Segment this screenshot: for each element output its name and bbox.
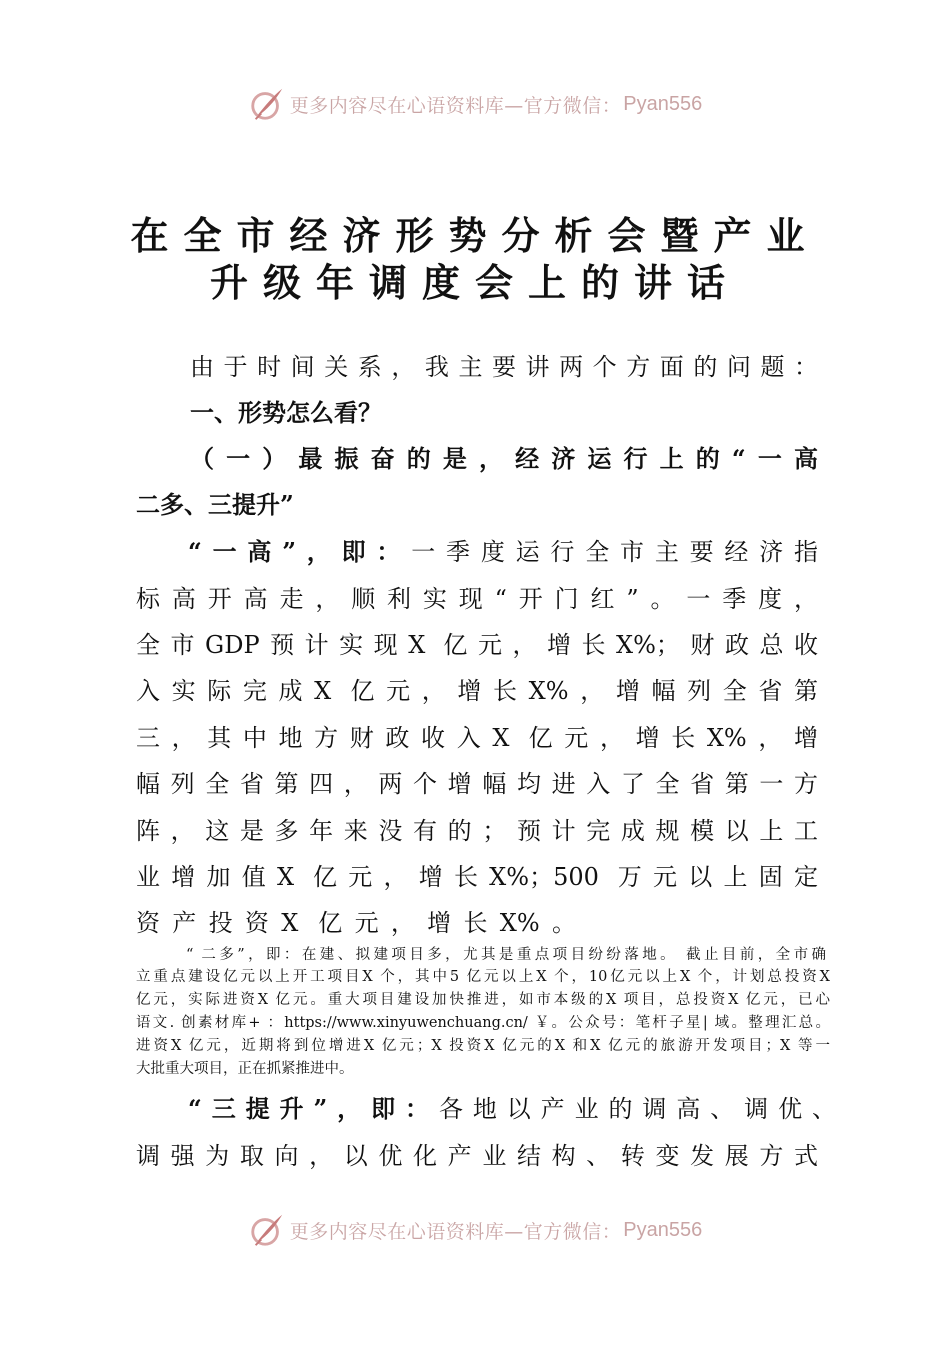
section-heading-1: 一、形势怎么看？	[190, 398, 382, 427]
watermark-banner-bottom	[0, 1208, 950, 1252]
paragraph-santisheng-line-1	[188, 1094, 836, 1124]
paragraph-yigao-line-3: 全市GDP预计实现X 亿元，增长X%；财政总收	[136, 631, 818, 659]
paragraph-yigao-line-9: 资产投资X 亿元，增长X%。	[136, 909, 576, 937]
small-paragraph-line-3: 亿元，实际进资X 亿元。重大项目建设加快推进，如市本级的X 项目，总投资X 亿元，已心	[136, 992, 830, 1008]
watermark-banner-top	[0, 82, 950, 126]
paragraph-yigao-line-5: 三，其中地方财政收入X 亿元，增长X%，增	[136, 724, 818, 752]
paragraph-santisheng-line-1-text: 各地以产业的调高、调优、	[438, 1095, 837, 1123]
quill-logo-icon	[248, 1211, 286, 1249]
small-paragraph-line-5: 进资X 亿元，近期将到位增进X 亿元；X 投资X 亿元的X 和X 亿元的旅游开发项目；X 等一	[136, 1038, 830, 1054]
document-title-line-1: 在全市经济形势分析会暨产业	[130, 214, 820, 258]
paragraph-yigao-line-1	[188, 537, 818, 567]
paragraph-yigao-line-7: 阵，这是多年来没有的；预计完成规模以上工	[136, 817, 818, 845]
paragraph-yigao-line-2: 标高开高走，顺利实现“开门红”。一季度，	[136, 585, 818, 613]
paragraph-santisheng-line-2: 调强为取向，以优化产业结构、转变发展方式	[136, 1142, 818, 1170]
paragraph-yigao-line-1-text: 一季度运行全市主要经济指	[411, 538, 819, 566]
paragraph-santisheng-lead: “三提升”，即：	[188, 1094, 439, 1123]
small-paragraph-line-6: 大批重大项目，正在抓紧推进中。	[136, 1061, 354, 1077]
small-paragraph-line-4: 语文. 创素材库+ ：https://www.xinyuwenchuang.cn/ ￥。公众号：笔杆子星| 域。整理汇总。	[136, 1015, 830, 1031]
subsection-heading-1-line-1: （一）最振奋的是，经济运行上的“一高	[190, 444, 818, 473]
watermark-wechat-id: Pyan556	[623, 92, 703, 115]
small-paragraph-line-1: “ 二多”，即：在建、拟建项目多，尤其是重点项目纷纷落地。 截止目前，全市确	[186, 947, 826, 963]
quill-logo-icon	[248, 85, 286, 123]
paragraph-yigao-line-6: 幅列全省第四，两个增幅均进入了全省第一方	[136, 770, 818, 798]
intro-paragraph: 由于时间关系，我主要讲两个方面的问题：	[190, 353, 818, 381]
small-paragraph-line-2: 立重点建设亿元以上开工项目X 个，其中5 亿元以上X 个，10亿元以上X 个，计划总投资X	[136, 969, 830, 985]
watermark-text: 更多内容尽在心语资料库—官方微信：	[289, 94, 622, 117]
subsection-heading-1-line-2: 二多、三提升”	[136, 490, 294, 519]
watermark-wechat-id: Pyan556	[623, 1218, 703, 1241]
paragraph-yigao-line-4: 入实际完成X 亿元，增长X%，增幅列全省第	[136, 677, 818, 705]
paragraph-yigao-line-8: 业增加值X 亿元，增长X%；500 万元以上固定	[136, 863, 818, 891]
watermark-text: 更多内容尽在心语资料库—官方微信：	[289, 1220, 622, 1243]
paragraph-yigao-lead: “一高”，即：	[188, 537, 412, 566]
document-title-line-2: 升级年调度会上的讲话	[209, 261, 740, 305]
